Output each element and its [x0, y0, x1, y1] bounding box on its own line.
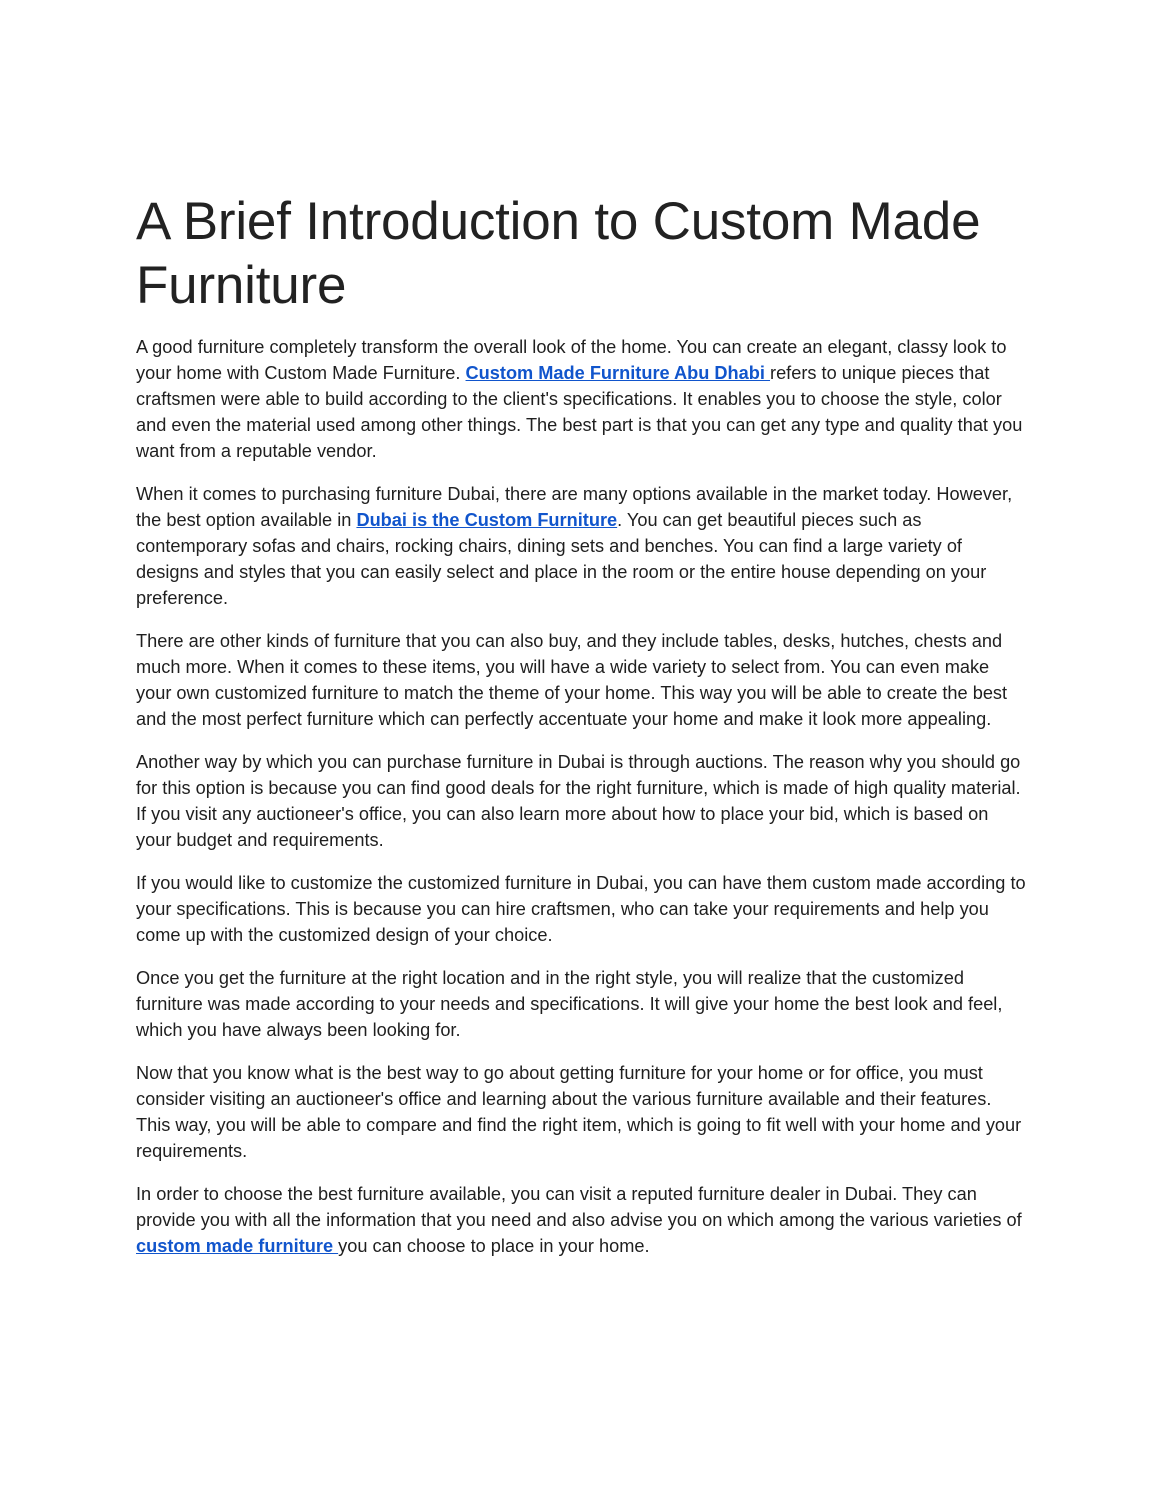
link-custom-made-furniture[interactable]: custom made furniture [136, 1236, 339, 1256]
paragraph-2-text-after: . You can get beautiful pieces such as contemporary sofas and chairs, rocking chairs, dining sets and benches. You can find a large variety of designs and styles that you can easily select and place in the room or the entire house depending on your preference. [136, 510, 987, 608]
paragraph-5: If you would like to customize the customized furniture in Dubai, you can have them custom made according to your specifications. This is because you can hire craftsmen, who can take your requirements and help you come up with the customized design of your choice. [136, 873, 1026, 945]
paragraph-3: There are other kinds of furniture that you can also buy, and they include tables, desks, hutches, chests and much more. When it comes to these items, you will have a wide variety to select from. You can even make your own customized furniture to match the theme of your home. This way you will be able to create the best and the most perfect furniture which can perfectly accentuate your home and make it look more appealing. [136, 631, 1008, 729]
paragraph-2 [136, 481, 1026, 611]
paragraph-7: Now that you know what is the best way to go about getting furniture for your home or for office, you must consider visiting an auctioneer's office and learning about the various furniture available and their features. This way, you will be able to compare and find the right item, which is going to fit well with your home and your requirements. [136, 1063, 1022, 1161]
paragraph-4: Another way by which you can purchase furniture in Dubai is through auctions. The reason why you should go for this option is because you can find good deals for the right furniture, which is made of high quality material. If you visit any auctioneer's office, you can also learn more about how to place your bid, which is based on your budget and requirements. [136, 752, 1021, 850]
document-page [136, 190, 1026, 1276]
document-title: A Brief Introduction to Custom Made Furniture [136, 192, 981, 315]
paragraph-8-text-before: In order to choose the best furniture available, you can visit a reputed furniture dealer in Dubai. They can provide you with all the information that you need and also advise you on which among the various varieties of [136, 1184, 1022, 1230]
paragraph-8-text-after: you can choose to place in your home. [338, 1236, 650, 1256]
paragraph-1-text-before: A good furniture completely transform the overall look of the home. You can create an elegant, classy look to your home with Custom Made Furniture. [136, 337, 1007, 383]
paragraph-6: Once you get the furniture at the right location and in the right style, you will realize that the customized furniture was made according to your needs and specifications. It will give your home the best look and feel, which you have always been looking for. [136, 968, 1003, 1040]
link-dubai-custom-furniture[interactable]: Dubai is the Custom Furniture [356, 510, 618, 530]
paragraph-1-text-after: refers to unique pieces that craftsmen were able to build according to the client's specifications. It enables you to choose the style, color and even the material used among other things. The best part is that you can get any type and quality that you want from a reputable vendor. [136, 363, 1023, 461]
paragraph-2-text-before: When it comes to purchasing furniture Dubai, there are many options available in the market today. However, the best option available in [136, 484, 1013, 530]
paragraph-1 [136, 334, 1026, 464]
paragraph-8 [136, 1181, 1026, 1259]
link-custom-made-furniture-abu-dhabi[interactable]: Custom Made Furniture Abu Dhabi [465, 363, 771, 383]
